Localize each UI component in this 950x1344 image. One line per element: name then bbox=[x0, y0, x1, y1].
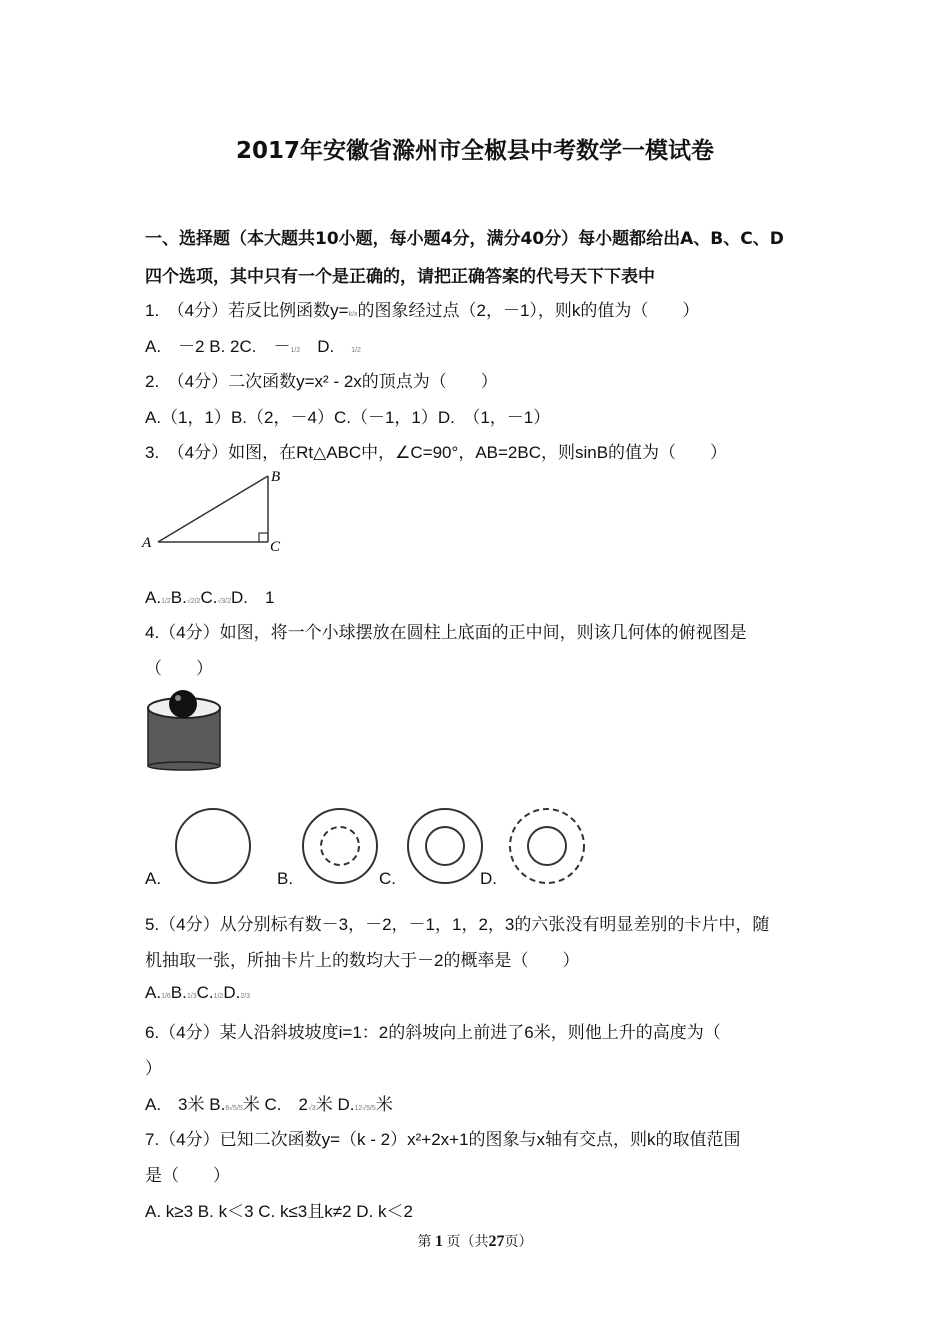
vertex-label-c: C bbox=[270, 539, 281, 555]
footer-page-number: 1 bbox=[435, 1233, 443, 1250]
question-3-options bbox=[145, 583, 274, 608]
q6-opt-d-unit: 米 bbox=[375, 1095, 393, 1114]
question-6-options bbox=[145, 1090, 393, 1115]
question-1-options bbox=[145, 332, 361, 357]
question-7-stem-line1: 7.（4分）已知二次函数y=（k - 2）x²+2x+1的图象与x轴有交点，则k的取值范围 bbox=[145, 1130, 741, 1149]
q4-option-c-label: C. bbox=[379, 869, 396, 888]
q5-frac-b: 1/3 bbox=[186, 993, 197, 1000]
right-angle-mark bbox=[259, 533, 268, 542]
q4-option-b-label: B. bbox=[277, 869, 294, 888]
q3-opt-c: C. bbox=[200, 588, 218, 607]
q6-frac-b: 6√5/5 bbox=[225, 1105, 243, 1112]
q1-options-a: A. －2 B. 2C. － bbox=[145, 337, 291, 356]
question-7-stem-line2: 是（ ） bbox=[145, 1166, 230, 1185]
footer-total-pages: 27 bbox=[488, 1233, 505, 1250]
q3-frac-b: √2/2 bbox=[186, 598, 201, 605]
question-6-stem-line1: 6.（4分）某人沿斜坡坡度i=1：2的斜坡向上前进了6米，则他上升的高度为（ bbox=[145, 1023, 721, 1042]
q3-opt-d: D. 1 bbox=[231, 588, 275, 607]
q6-opt-c-unit: 米 D. bbox=[315, 1095, 355, 1114]
q5-opt-a: A. bbox=[145, 983, 162, 1002]
question-6-stem-line2: ） bbox=[145, 1059, 162, 1078]
cylinder-bottom bbox=[148, 762, 220, 770]
q6-opt-a: A. 3米 B. bbox=[145, 1095, 226, 1114]
q6-frac-d: 12√5/5 bbox=[354, 1105, 376, 1112]
option-c-concentric-circles-figure bbox=[404, 805, 486, 887]
q4-option-a-label: A. bbox=[145, 869, 162, 888]
question-1-stem bbox=[145, 296, 699, 321]
q6-sqrt-c: √3 bbox=[307, 1105, 316, 1112]
q4-option-d-label: D. bbox=[480, 869, 497, 888]
q3-opt-b: B. bbox=[170, 588, 187, 607]
option-b-dashed-inner-circle-figure bbox=[299, 805, 381, 887]
question-5-stem-line1: 5.（4分）从分别标有数－3，－2，－1，1，2，3的六张没有明显差别的卡片中，随 bbox=[145, 915, 770, 934]
vertex-label-b: B bbox=[271, 469, 281, 485]
q1-frac-c: 1/2 bbox=[290, 347, 301, 354]
page-footer bbox=[0, 1231, 950, 1251]
q5-opt-b: B. bbox=[170, 983, 187, 1002]
section-header-line1: 一、选择题（本大题共10小题，每小题4分，满分40分）每小题都给出A、B、C、D bbox=[145, 229, 784, 249]
q3-opt-a: A. bbox=[145, 588, 162, 607]
question-2-stem: 2. （4分）二次函数y=x² - 2x的顶点为（ ） bbox=[145, 372, 498, 391]
ball bbox=[169, 690, 197, 718]
triangle-side-ab bbox=[158, 476, 268, 542]
section-header-line2: 四个选项，其中只有一个是正确的，请把正确答案的代号天下下表中 bbox=[145, 267, 655, 287]
q5-opt-d: D. bbox=[223, 983, 241, 1002]
q6-opt-b-unit: 米 C. 2 bbox=[242, 1095, 308, 1114]
footer-mid: 页（共 bbox=[446, 1235, 489, 1250]
q1-fraction: k/x bbox=[348, 311, 358, 318]
footer-post: 页） bbox=[504, 1235, 533, 1250]
question-2-options: A.（1，1）B.（2，－4）C.（－1，1）D. （1，－1） bbox=[145, 408, 551, 427]
q1-stem-b: 的图象经过点（2，－1），则k的值为（ ） bbox=[357, 301, 700, 320]
q1-stem-a: 1. （4分）若反比例函数y= bbox=[145, 301, 349, 320]
question-4-stem-line2: （ ） bbox=[145, 659, 213, 678]
cylinder-with-ball-figure bbox=[145, 686, 225, 772]
option-d-dashed-outer-circle-figure bbox=[506, 805, 588, 887]
question-3-stem: 3. （4分）如图，在Rt△ABC中，∠C=90°，AB=2BC，则sinB的值为（ ） bbox=[145, 443, 728, 462]
footer-pre: 第 bbox=[417, 1235, 432, 1250]
q1-options-b: D. bbox=[300, 337, 352, 356]
vertex-label-a: A bbox=[142, 535, 152, 551]
q5-frac-d: 2/3 bbox=[240, 993, 251, 1000]
q5-opt-c: C. bbox=[196, 983, 214, 1002]
q5-frac-a: 1/6 bbox=[161, 993, 171, 1000]
page-title: 2017年安徽省滁州市全椒县中考数学一模试卷 bbox=[235, 138, 714, 164]
right-triangle-figure bbox=[140, 466, 290, 556]
q3-frac-a: 1/2 bbox=[161, 598, 171, 605]
question-7-options: A. k≥3 B. k＜3 C. k≤3且k≠2 D. k＜2 bbox=[145, 1202, 413, 1221]
option-a-single-circle-figure bbox=[172, 805, 254, 887]
question-5-options bbox=[145, 983, 250, 1003]
q1-frac-d: 1/2 bbox=[351, 347, 361, 354]
q3-frac-c: √3/2 bbox=[217, 598, 232, 605]
question-4-stem-line1: 4.（4分）如图，将一个小球摆放在圆柱上底面的正中间，则该几何体的俯视图是 bbox=[145, 623, 747, 642]
q5-frac-c: 1/2 bbox=[213, 993, 224, 1000]
question-5-stem-line2: 机抽取一张，所抽卡片上的数均大于－2的概率是（ ） bbox=[145, 951, 580, 970]
